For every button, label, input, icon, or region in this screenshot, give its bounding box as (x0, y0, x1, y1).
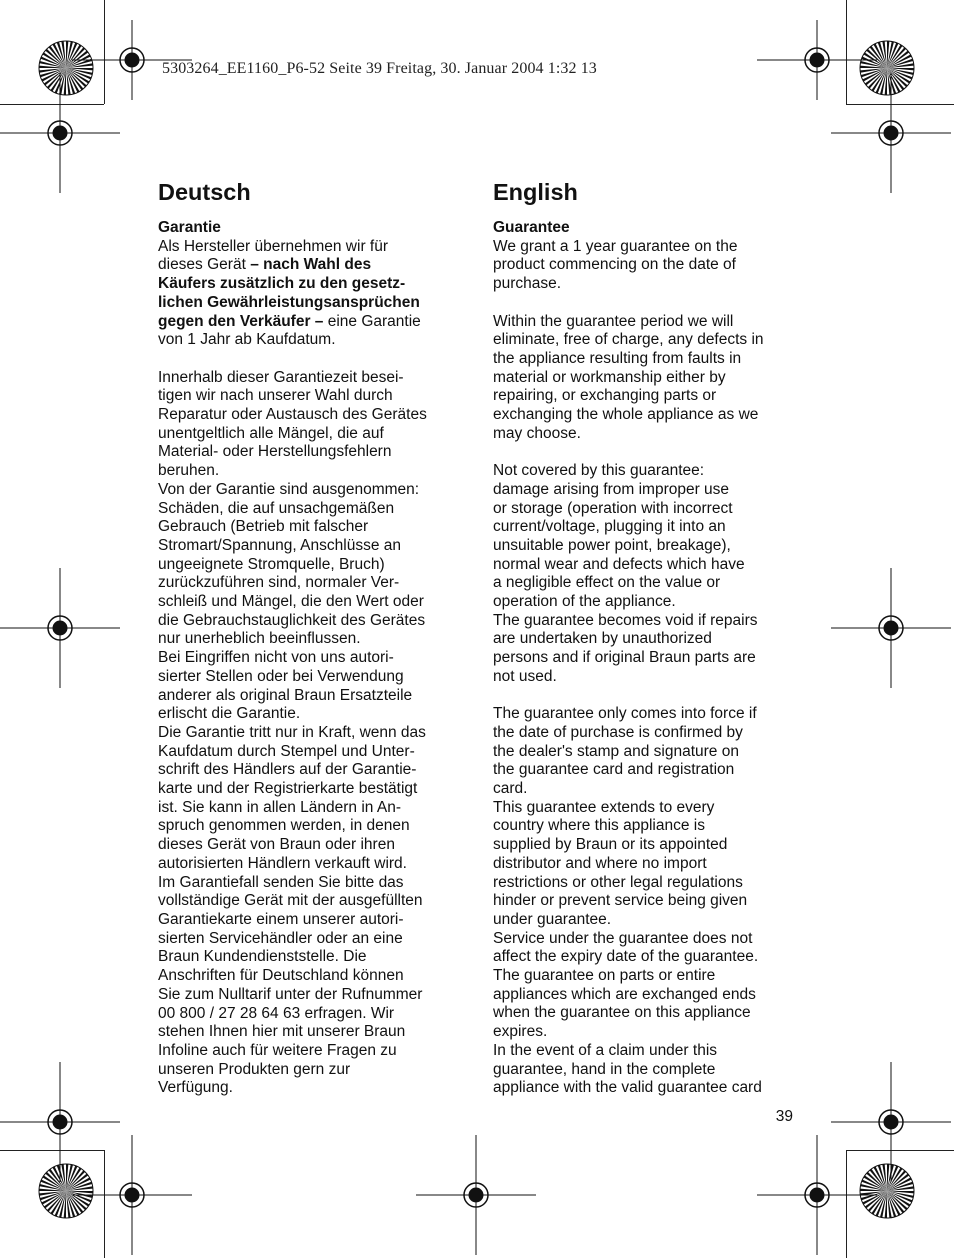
intro-text-after: eine Garantie von 1 Jahr ab Kaufdatum. (158, 312, 421, 349)
guarantee-period-paragraph: Within the guarantee period we will eliminate, free of charge, any defects in the appliance resulting from faults in material or workmanship either by repairing, or exchanging parts or exchanging the whole appliance as we may choose. (493, 312, 764, 442)
guarantee-heading: Guarantee (493, 219, 570, 236)
guarantee-conditions-paragraph: The guarantee only comes into force if the date of purchase is confirmed by the dealer's stamp and signature on the guarantee card and registration card. This guarantee extends to every country where this appliance is supplied by Braun or its appointed distributor and where no import restrictions or other legal regulations hinder or prevent service being given under guarantee. Service under the guarantee does not affect the expiry date of the guarantee. The guarantee on parts or entire appliances which are exchanged ends when the guarantee on this appliance expires. In the event of a claim under this guarantee, hand in the complete appliance with the valid guarantee card (493, 705, 762, 1097)
garantie-intro (158, 238, 458, 350)
english-column (493, 178, 795, 1098)
paragraph-gap (493, 687, 795, 706)
page-number: 39 (775, 1108, 793, 1125)
guarantee-exclusions-paragraph: Not covered by this guarantee: damage arising from improper use or storage (operation with incorrect current/voltage, plugging it into an unsuitable power point, breakage), normal wear and defects which have a negligible effect on the value or operation of the appliance. The guarantee becomes void if repairs are undertaken by unauthorized persons and if original Braun parts are not used. (493, 462, 758, 685)
crosshair-registration-mark (757, 1135, 877, 1255)
deutsch-column (158, 178, 458, 1098)
intro-text-before: Als Hersteller übernehmen wir für dieses Gerät (158, 237, 389, 274)
intro-bold-text: – nach Wahl des Käufers zusätzlich zu den gesetz- lichen Gewährleistungsansprüchen gegen den Verkäufer – (158, 256, 420, 330)
paragraph-gap (493, 443, 795, 462)
crosshair-registration-mark (72, 1135, 192, 1255)
guarantee-intro: We grant a 1 year guarantee on the product commencing on the date of purchase. (493, 237, 738, 293)
crosshair-registration-mark (831, 73, 951, 193)
english-heading: English (493, 179, 578, 205)
print-slug-line: 5303264_EE1160_P6-52 Seite 39 Freitag, 30. Januar 2004 1:32 13 (162, 60, 597, 77)
garantie-body: Innerhalb dieser Garantiezeit besei- tigen wir nach unserer Wahl durch Reparatur oder Austausch des Gerätes unentgeltlich alle Mängel, die auf Material- oder Herstellungsfehlern beruhen. Von der Garantie sind ausgenommen: Schäden, die auf unsachgemäßen Gebrauch (Betrieb mit falscher Stromart/Spannung, Anschlüsse an ungeeignete Stromquelle, Bruch) zurückzuführen sind, normaler Ver- schleiß und Mängel, die den Wert oder die Gebrauchstauglichkeit des Gerätes nur unerheblich beeinflussen. Bei Eingriffen nicht von uns autori- sierter Stellen oder bei Verwendung anderer als original Braun Ersatzteile erlischt die Garantie. Die Garantie tritt nur in Kraft, wenn das Kaufdatum durch Stempel und Unter- schrift des Händlers auf der Garantie- karte und der Registrierkarte bestätigt ist. Sie kann in allen Ländern in An- spruch genommen werden, in denen dieses Gerät von Braun oder ihren autorisierten Händlern verkauft wird. Im Garantiefall senden Sie bitte das vollständige Gerät mit der ausgefüllten Garantiekarte einem unserer autori- sierten Servicehändler oder an eine Braun Kundendienststelle. Die Anschriften für Deutschland können Sie zum Nulltarif unter der Rufnummer 00 800 / 27 28 64 63 erfragen. Wir stehen Ihnen hier mit unserer Braun Infoline auch für weitere Fragen zu unseren Produkten gern zur Verfügung. (158, 368, 427, 1097)
crosshair-registration-mark (0, 73, 120, 193)
paragraph-gap (158, 350, 458, 369)
crosshair-registration-mark (0, 568, 120, 688)
deutsch-heading: Deutsch (158, 179, 251, 205)
crosshair-registration-mark (416, 1135, 536, 1255)
paragraph-gap (493, 294, 795, 313)
crosshair-registration-mark (831, 568, 951, 688)
garantie-heading: Garantie (158, 219, 221, 236)
